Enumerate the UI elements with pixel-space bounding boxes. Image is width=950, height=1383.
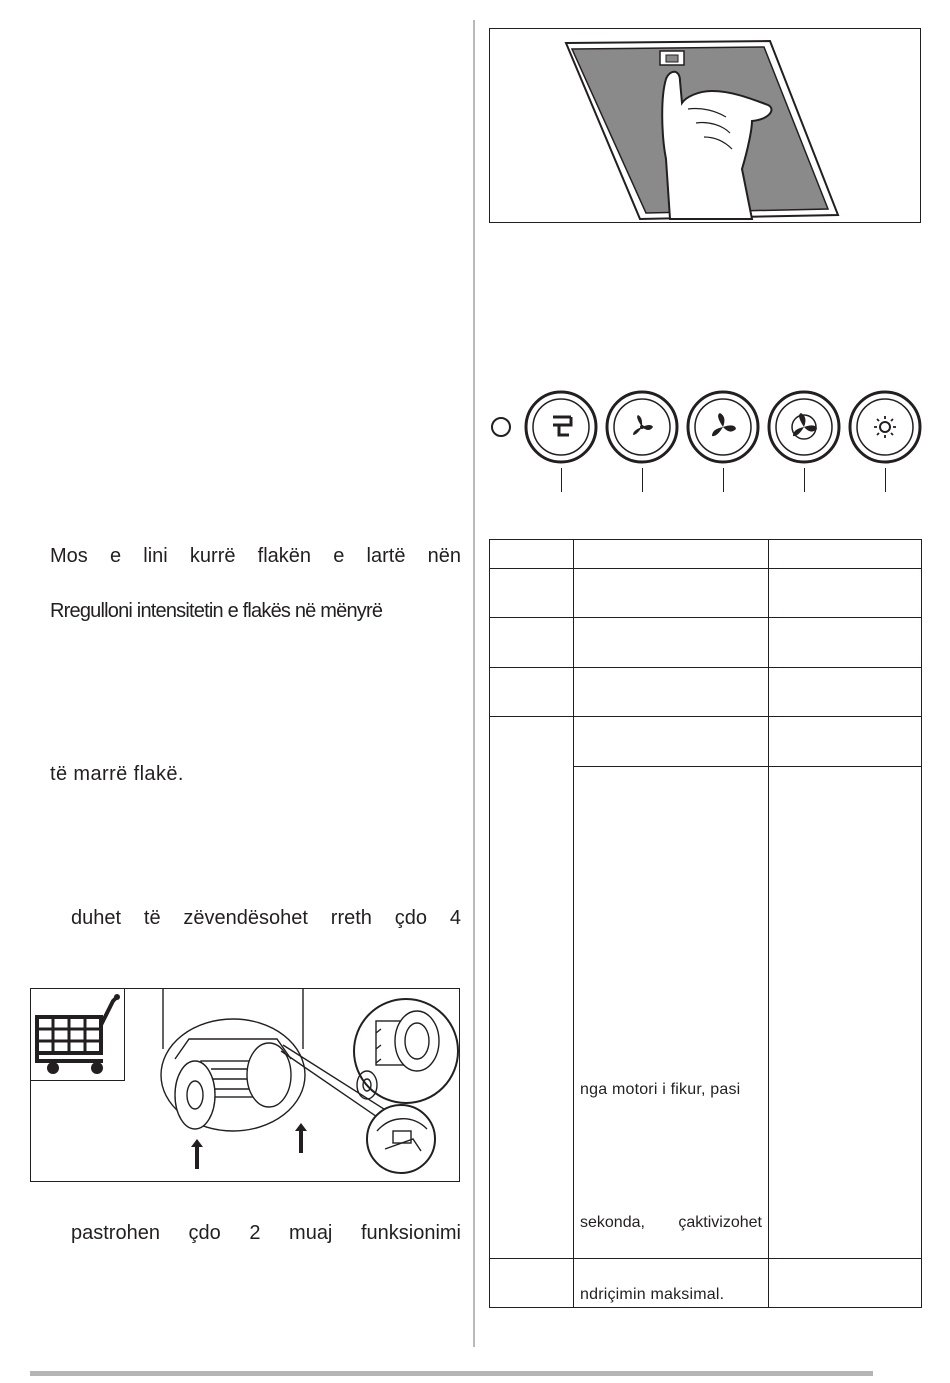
callout-line-speed2 bbox=[723, 468, 724, 492]
callout-line-speed1 bbox=[642, 468, 643, 492]
cart-box bbox=[31, 989, 125, 1081]
control-panel-buttons bbox=[485, 385, 930, 470]
paragraph-filter-clean: pastrohen çdo 2 muaj funksionimi bbox=[71, 1222, 461, 1244]
table-cell-seconds: sekonda, çaktivizohet bbox=[580, 1214, 762, 1231]
light-button-icon[interactable] bbox=[850, 392, 920, 462]
table-grid bbox=[489, 539, 923, 1309]
callout-line-light bbox=[885, 468, 886, 492]
fan-speed-2-icon[interactable] bbox=[688, 392, 758, 462]
paragraph-catch-fire: të marrë flakë. bbox=[50, 763, 184, 785]
callout-line-speed3 bbox=[804, 468, 805, 492]
fan-speed-3-icon[interactable] bbox=[769, 392, 839, 462]
callout-line-timer bbox=[561, 468, 562, 492]
footer-rule bbox=[30, 1371, 873, 1376]
grease-filter-figure bbox=[489, 28, 921, 223]
table-cell-max-light: ndriçimin maksimal. bbox=[580, 1286, 725, 1303]
paragraph-flame-warning: Mos e lini kurrë flakën e lartë nën bbox=[50, 545, 461, 567]
controls-table bbox=[489, 539, 923, 1309]
carbon-filter-figure bbox=[30, 988, 460, 1182]
shopping-cart-icon bbox=[31, 989, 125, 1081]
timer-button-icon[interactable] bbox=[526, 392, 596, 462]
paragraph-filter-replace: duhet të zëvendësohet rreth çdo 4 bbox=[71, 907, 461, 929]
column-divider bbox=[473, 20, 475, 1347]
carbon-filter-illustration bbox=[151, 989, 460, 1182]
table-cell-motor-off: nga motori i fikur, pasi bbox=[580, 1081, 741, 1098]
fan-speed-1-icon[interactable] bbox=[607, 392, 677, 462]
grease-filter-illustration bbox=[490, 29, 921, 223]
indicator-light-icon bbox=[492, 418, 510, 436]
paragraph-flame-adjust: Rregulloni intensitetin e flakës në mënyrë bbox=[50, 600, 383, 622]
